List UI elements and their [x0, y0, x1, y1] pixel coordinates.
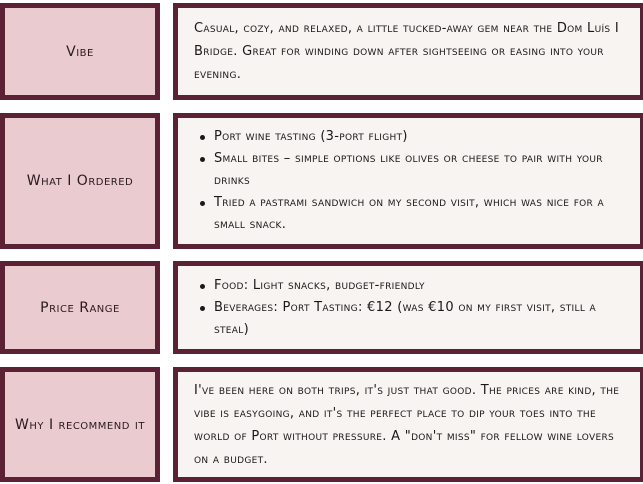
- list-item-text: Small bites – simple options like olives or cheese to pair with your drinks: [214, 151, 603, 188]
- row-content-cell: [173, 113, 643, 249]
- row-content-cell: [173, 367, 643, 482]
- row-description: Casual, cozy, and relaxed, a little tucked-away gem near the Dom Luís I Bridge. Great for winding down after sightseeing or easing into your evening.: [194, 21, 620, 82]
- table-row-vibe: [0, 3, 643, 100]
- row-label: What I Ordered: [26, 173, 134, 189]
- list-item: [214, 126, 628, 148]
- row-label-cell: [0, 261, 160, 354]
- row-label-cell: [0, 113, 160, 249]
- row-content-cell: [173, 261, 643, 354]
- bullet-list: [194, 275, 628, 341]
- list-item: [214, 192, 628, 236]
- list-item: [214, 275, 628, 297]
- list-item: [214, 148, 628, 192]
- row-label: Vibe: [66, 43, 94, 60]
- bullet-icon: [200, 135, 205, 140]
- list-item-text: Port wine tasting (3-port flight): [214, 129, 408, 144]
- row-label: Why I recommend it: [15, 416, 145, 433]
- bullet-icon: [200, 306, 205, 311]
- list-item-text: Food: Light snacks, budget-friendly: [214, 277, 425, 293]
- bullet-icon: [200, 157, 205, 162]
- table-row-what-i-ordered: [0, 113, 643, 249]
- row-description: I've been here on both trips, it's just that good. The prices are kind, the vibe is easygoing, and it's the perfect place to dip your toes into the world of Port without pressure. A "don't miss" for fellow wine lovers on a budget.: [194, 382, 620, 467]
- bullet-icon: [200, 284, 205, 289]
- bullet-icon: [200, 201, 205, 206]
- list-item-text: Beverages: Port Tasting: €12 (was €10 on my first visit, still a steal): [214, 299, 597, 337]
- bullet-list: [194, 126, 628, 236]
- row-label-cell: [0, 367, 160, 482]
- row-content-cell: [173, 3, 643, 100]
- row-label-cell: [0, 3, 160, 100]
- table-row-why-i-recommend-it: [0, 367, 643, 482]
- table-row-price-range: [0, 261, 643, 354]
- list-item: [214, 297, 628, 341]
- list-item-text: Tried a pastrami sandwich on my second visit, which was nice for a small snack.: [214, 195, 604, 232]
- row-label: Price Range: [40, 299, 120, 316]
